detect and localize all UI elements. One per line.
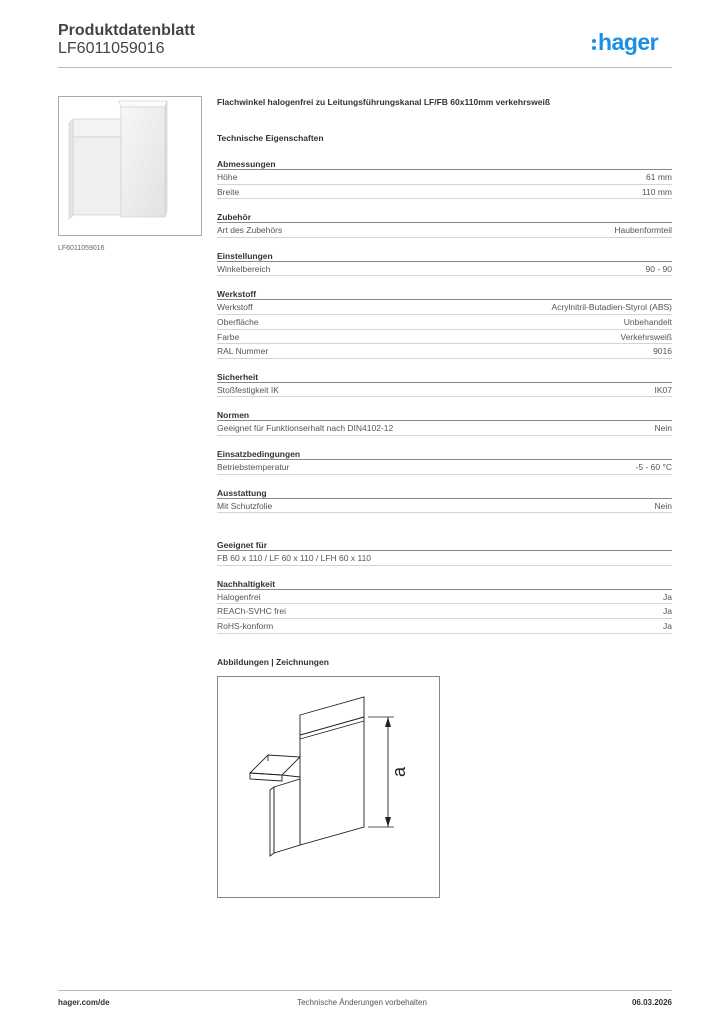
technical-drawing bbox=[217, 676, 440, 898]
drawings-heading: Abbildungen | Zeichnungen bbox=[217, 656, 329, 667]
row-value: 110 mm bbox=[641, 186, 672, 197]
section-einsatzbedingungen bbox=[217, 448, 672, 475]
section-title: Ausstattung bbox=[217, 487, 672, 499]
row-value: Ja bbox=[663, 606, 672, 617]
row-label: REACh-SVHC frei bbox=[217, 606, 286, 617]
row-label: Höhe bbox=[217, 172, 238, 182]
row-value: Ja bbox=[663, 620, 672, 631]
row-label: Oberfläche bbox=[217, 316, 259, 327]
section-nachhaltigkeit bbox=[217, 578, 672, 634]
section-title: Sicherheit bbox=[217, 371, 672, 383]
document-title: Produktdatenblatt bbox=[58, 22, 195, 39]
section-title: Nachhaltigkeit bbox=[217, 578, 672, 590]
footer-date: 06.03.2026 bbox=[631, 998, 672, 1007]
technical-properties-heading: Technische Eigenschaften bbox=[217, 133, 324, 143]
flat-angle-product-icon bbox=[59, 97, 201, 235]
section-einstellungen bbox=[217, 250, 672, 277]
row-value: 61 mm bbox=[646, 172, 672, 182]
table-row bbox=[217, 619, 672, 634]
section-title: Geeignet für bbox=[217, 539, 672, 551]
section-title: Einstellungen bbox=[217, 250, 672, 262]
section-werkstoff bbox=[217, 288, 672, 358]
table-row bbox=[217, 590, 672, 605]
table-row bbox=[217, 499, 672, 514]
table-row bbox=[217, 315, 672, 330]
row-value: Verkehrsweiß bbox=[620, 331, 672, 342]
table-row bbox=[217, 170, 672, 185]
properties-panel bbox=[217, 96, 672, 670]
row-value: 90 - 90 bbox=[645, 263, 672, 274]
section-sicherheit bbox=[217, 371, 672, 398]
header-divider bbox=[58, 67, 672, 68]
section-title: Zubehör bbox=[217, 211, 672, 223]
row-label: Mit Schutzfolie bbox=[217, 500, 273, 511]
section-geeignet-fuer bbox=[217, 539, 672, 566]
product-code: LF6011059016 bbox=[58, 40, 165, 57]
row-value: Ja bbox=[663, 591, 672, 602]
table-row bbox=[217, 185, 672, 200]
dimension-label: a bbox=[389, 766, 409, 778]
row-label: Farbe bbox=[217, 331, 240, 342]
row-value: IK07 bbox=[654, 384, 672, 395]
row-label: Halogenfrei bbox=[217, 591, 261, 602]
product-title: Flachwinkel halogenfrei zu Leitungsführungskanal LF/FB 60x110mm verkehrsweiß bbox=[217, 97, 551, 107]
table-row bbox=[217, 330, 672, 345]
row-label: Art des Zubehörs bbox=[217, 225, 283, 236]
row-label: Breite bbox=[217, 186, 240, 197]
logo-text: hager bbox=[598, 29, 659, 55]
hager-logo[interactable] bbox=[592, 29, 658, 55]
row-label: Stoßfestigkeit IK bbox=[217, 384, 279, 395]
table-row bbox=[217, 551, 672, 566]
row-label: Geeignet für Funktionserhalt nach DIN4102-12 bbox=[217, 423, 394, 434]
row-label: RAL Nummer bbox=[217, 346, 269, 357]
table-row bbox=[217, 344, 672, 359]
section-title: Werkstoff bbox=[217, 288, 672, 300]
logo-dots-icon bbox=[592, 39, 596, 50]
image-caption: LF6011059016 bbox=[58, 245, 105, 252]
section-normen bbox=[217, 409, 672, 436]
footer-website-link[interactable]: hager.com/de bbox=[58, 998, 110, 1007]
table-row bbox=[217, 383, 672, 398]
row-label: Werkstoff bbox=[217, 302, 253, 313]
row-label: RoHS-konform bbox=[217, 620, 274, 631]
section-ausstattung bbox=[217, 487, 672, 514]
table-row bbox=[217, 300, 672, 315]
footer-notice: Technische Änderungen vorbehalten bbox=[297, 998, 427, 1007]
row-label: FB 60 x 110 / LF 60 x 110 / LFH 60 x 110 bbox=[217, 553, 372, 564]
section-zubehoer bbox=[217, 211, 672, 238]
row-value: 9016 bbox=[653, 346, 672, 357]
section-title: Einsatzbedingungen bbox=[217, 448, 672, 460]
product-image bbox=[58, 96, 202, 236]
row-value: Nein bbox=[654, 423, 672, 434]
row-value: -5 - 60 °C bbox=[635, 461, 672, 472]
row-value: Haubenformteil bbox=[614, 225, 672, 236]
table-row bbox=[217, 262, 672, 277]
row-value: Nein bbox=[654, 500, 672, 511]
section-abmessungen bbox=[217, 158, 672, 199]
table-row bbox=[217, 223, 672, 238]
section-title: Normen bbox=[217, 409, 672, 421]
table-row bbox=[217, 421, 672, 436]
row-value: Unbehandelt bbox=[623, 316, 672, 327]
row-value: Acrylnitril-Butadien-Styrol (ABS) bbox=[551, 302, 672, 313]
footer-divider bbox=[58, 990, 672, 991]
row-label: Winkelbereich bbox=[217, 263, 271, 274]
table-row bbox=[217, 604, 672, 619]
section-title: Abmessungen bbox=[217, 158, 672, 170]
flat-angle-drawing-icon bbox=[218, 677, 439, 897]
row-label: Betriebstemperatur bbox=[217, 461, 290, 472]
table-row bbox=[217, 460, 672, 475]
